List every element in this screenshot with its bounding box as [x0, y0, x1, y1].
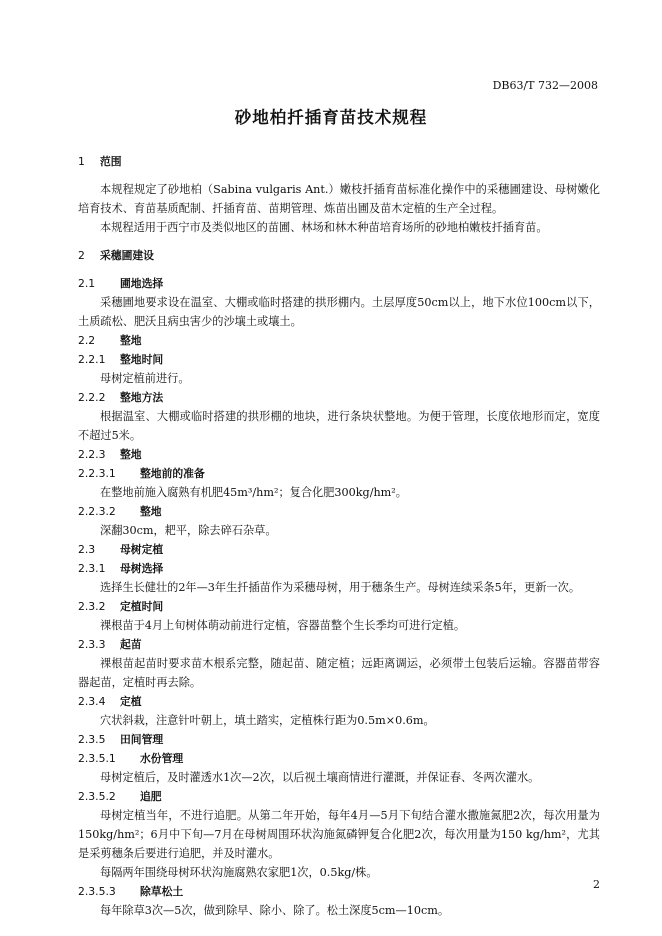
- paragraph: 根据温室、大棚或临时搭建的拱形棚的地块，进行条块状整地。为便于管理，长度依地形而定，宽度不超过5米。: [78, 410, 600, 442]
- paragraph: 深翻30cm，耙平，除去碎石杂草。: [100, 524, 277, 537]
- document-body: [78, 152, 600, 920]
- subsection-heading: 2.3.1 母树选择: [78, 562, 164, 575]
- subsection-heading: 2.2.3.1 整地前的准备: [78, 467, 205, 480]
- subsection-heading: 2.3.3 起苗: [78, 638, 142, 651]
- paragraph: 每隔两年围绕母树环状沟施腐熟农家肥1次，0.5kg/株。: [100, 866, 378, 879]
- paragraph: 母树定植后，及时灌透水1次—2次，以后视土壤商情进行灌溉，并保证春、冬两次灌水。: [100, 771, 540, 784]
- paragraph: 在整地前施入腐熟有机肥45m³/hm²；复合化肥300kg/hm²。: [100, 486, 407, 499]
- paragraph: 本规程适用于西宁市及类似地区的苗圃、林场和林木种苗培育场所的砂地柏嫩枝扦插育苗。: [100, 221, 548, 234]
- section-heading: 2 采穗圃建设: [78, 249, 154, 262]
- section-heading: 1 范围: [78, 155, 122, 168]
- paragraph: 选择生长健壮的2年—3年生扦插苗作为采穗母树，用于穗条生产。母树连续采条5年，更新一次。: [100, 581, 581, 594]
- subsection-heading: 2.2.3.2 整地: [78, 505, 162, 518]
- subsection-heading: 2.3.5.2 追肥: [78, 790, 162, 803]
- paragraph: 母树定植当年，不进行追肥。从第二年开始，每年4月—5月下旬结合灌水撒施氮肥2次，每次用量为150kg/hm²；6月中下旬—7月在母树周围环状沟施氮磷钾复合化肥2次，每次用量为150 kg/hm²，尤其是采剪穗条后要进行追肥，并及时灌水。: [78, 809, 600, 860]
- subsection-heading: 2.3.2 定植时间: [78, 600, 164, 613]
- subsection-heading: 2.3.5 田间管理: [78, 733, 164, 746]
- subsection-heading: 2.2.2 整地方法: [78, 391, 164, 404]
- paragraph: 母树定植前进行。: [100, 372, 190, 385]
- subsection-heading: 2.3.4 定植: [78, 695, 142, 708]
- paragraph: 裸根苗于4月上旬树体萌动前进行定植，容器苗整个生长季均可进行定植。: [100, 619, 466, 632]
- subsection-heading: 2.3.5.1 水份管理: [78, 752, 184, 765]
- document-code: DB63/T 732—2008: [492, 79, 598, 92]
- subsection-heading: 2.1 圃地选择: [78, 277, 164, 290]
- page-number: 2: [593, 878, 600, 891]
- paragraph: 采穗圃地要求设在温室、大棚或临时搭建的拱形棚内。土层厚度50cm以上，地下水位100cm以下，土质疏松、肥沃且病虫害少的沙壤土或壤土。: [78, 296, 600, 328]
- subsection-heading: 2.2 整地: [78, 334, 142, 347]
- subsection-heading: 2.2.1 整地时间: [78, 353, 164, 366]
- paragraph: 裸根苗起苗时要求苗木根系完整，随起苗、随定植；远距离调运，必须带土包装后运输。容器苗带容器起苗，定植时再去除。: [78, 657, 600, 689]
- subsection-heading: 2.2.3 整地: [78, 448, 142, 461]
- paragraph: 穴状斜栽，注意针叶朝上，填土踏实，定植株行距为0.5m×0.6m。: [100, 714, 435, 727]
- paragraph: 本规程规定了砂地柏（Sabina vulgaris Ant.）嫩枝扦插育苗标准化操作中的采穗圃建设、母树嫩化培育技术、育苗基质配制、扦插育苗、苗期管理、炼苗出圃及苗木定植的生产全过程。: [78, 183, 600, 215]
- paragraph: 每年除草3次—5次，做到除早、除小、除了。松土深度5cm—10cm。: [100, 904, 450, 917]
- page-title: 砂地柏扦插育苗技术规程: [234, 108, 428, 127]
- subsection-heading: 2.3.5.3 除草松土: [78, 885, 184, 898]
- subsection-heading: 2.3 母树定植: [78, 543, 164, 556]
